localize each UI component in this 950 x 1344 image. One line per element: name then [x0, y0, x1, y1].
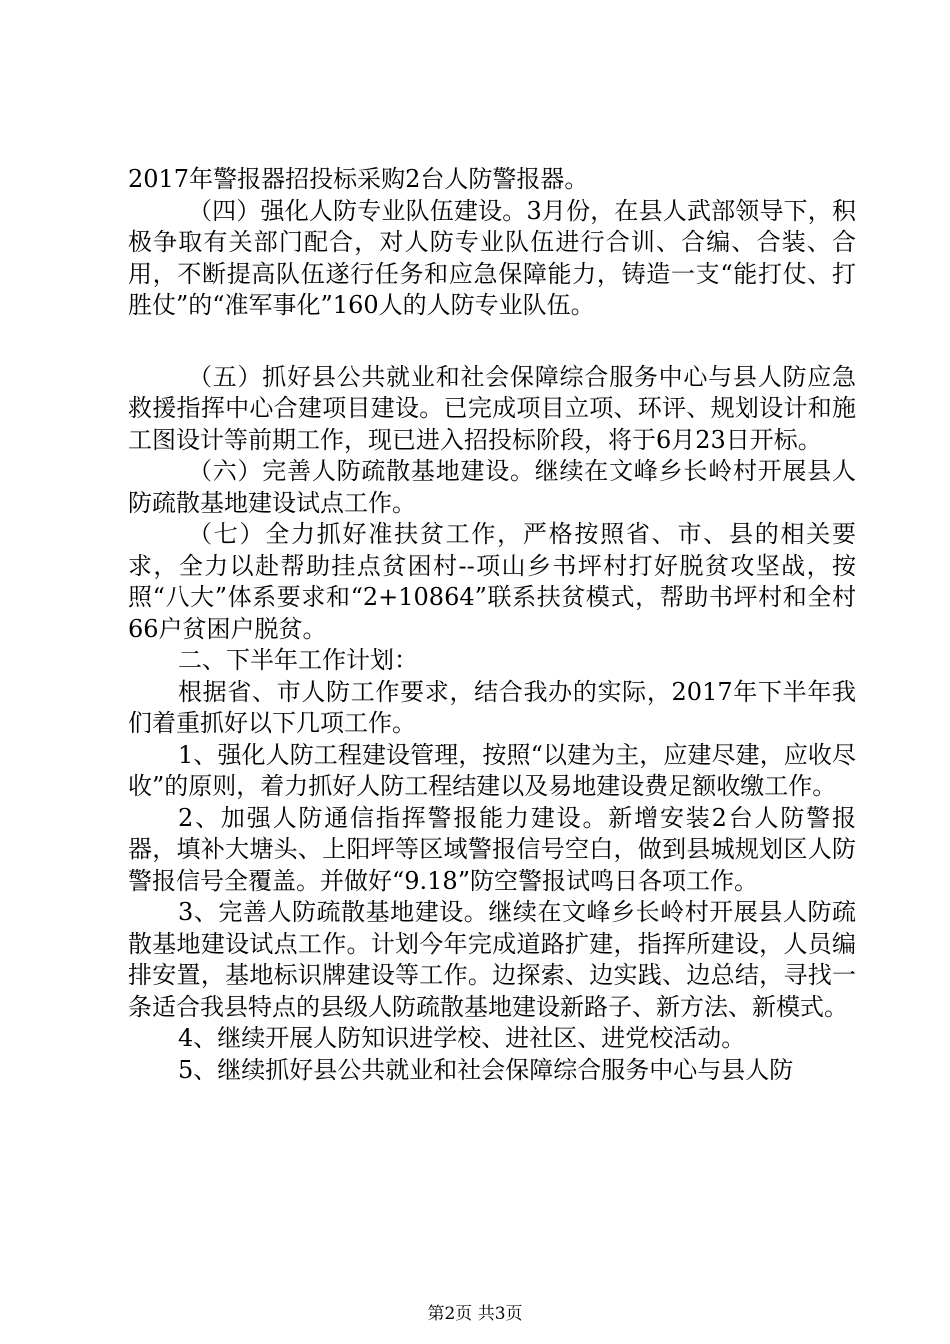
document-body: [128, 164, 856, 1086]
paragraph-item-4: （四）强化人防专业队伍建设。3月份，在县人武部领导下，积极争取有关部门配合，对人防专业队伍进行合训、合编、合装、合用，不断提高队伍遂行任务和应急保障能力，铸造一支“能打仗、打胜仗”的“准军事化”160人的人防专业队伍。: [128, 196, 856, 319]
paragraph-plan-5: 5、继续抓好县公共就业和社会保障综合服务中心与县人防: [178, 1055, 794, 1084]
paragraph-plan-3: 3、完善人防疏散基地建设。继续在文峰乡长岭村开展县人防疏散基地建设试点工作。计划今年完成道路扩建，指挥所建设，人员编排安置，基地标识牌建设等工作。边探索、边实践、边总结，寻找一条适合我县特点的县级人防疏散基地建设新路子、新方法、新模式。: [128, 898, 856, 1021]
paragraph-plan-2: 2、加强人防通信指挥警报能力建设。新增安装2台人防警报器，填补大塘头、上阳坪等区域警报信号空白，做到县城规划区人防警报信号全覆盖。并做好“9.18”防空警报试鸣日各项工作。: [128, 803, 856, 895]
paragraph-item-5: （五）抓好县公共就业和社会保障综合服务中心与县人防应急救援指挥中心合建项目建设。已完成项目立项、环评、规划设计和施工图设计等前期工作，现已进入招投标阶段，将于6月23日开标。: [128, 362, 856, 454]
paragraph-item-6: （六）完善人防疏散基地建设。继续在文峰乡长岭村开展县人防疏散基地建设试点工作。: [128, 457, 856, 517]
paragraph-plan-intro: 根据省、市人防工作要求，结合我办的实际，2017年下半年我们着重抓好以下几项工作。: [128, 677, 856, 737]
paragraph-plan-1: 1、强化人防工程建设管理，按照“以建为主，应建尽建，应收尽收”的原则，着力抓好人防工程结建以及易地建设费足额收缴工作。: [128, 740, 856, 800]
paragraph-continuation: 2017年警报器招投标采购2台人防警报器。: [128, 165, 589, 193]
section-heading-plan: 二、下半年工作计划：: [178, 646, 418, 674]
page-footer: 第2页 共3页: [427, 1304, 523, 1324]
paragraph-plan-4: 4、继续开展人防知识进学校、进社区、进党校活动。: [178, 1024, 746, 1052]
paragraph-item-7: （七）全力抓好准扶贫工作，严格按照省、市、县的相关要求，全力以赴帮助挂点贫困村--项山乡书坪村打好脱贫攻坚战，按照“八大”体系要求和“2+10864”联系扶贫模式，帮助书坪村和全村66户贫困户脱贫。: [128, 520, 856, 643]
